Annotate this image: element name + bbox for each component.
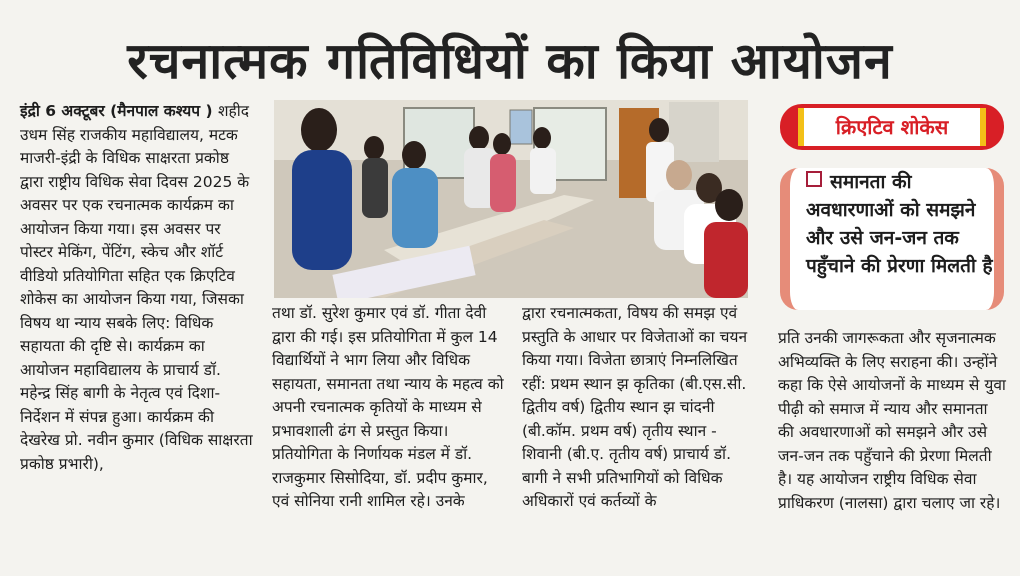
pull-quote-box (780, 168, 1004, 310)
event-photo-illustration (274, 100, 748, 298)
section-kicker-label: क्रिएटिव शोकेस (798, 108, 986, 146)
pull-quote (806, 168, 1002, 280)
article-column-3: द्वारा रचनात्मकता, विषय की समझ एवं प्रस्तुति के आधार पर विजेताओं का चयन किया गया। विजेता छात्राएं निम्नलिखित रहीं: प्रथम स्थान झ कृतिका (बी.एस.सी. द्वितीय वर्ष) द्वितीय स्थान झ चांदनी (बी.कॉम. प्रथम वर्ष) तृतीय स्थान - शिवानी (बी.ए. तृतीय वर्ष) प्राचार्य डॉ. बागी ने सभी प्रतिभागियों को विधिक अधिकारों एवं कर्तव्यों के (522, 304, 748, 510)
article-text-1: शहीद उधम सिंह राजकीय महाविद्यालय, मटक माजरी-इंद्री के विधिक साक्षरता प्रकोष्ठ द्वारा राष्ट्रीय विधिक सेवा दिवस 2025 के अवसर पर एक रचनात्मक कार्यक्रम का आयोजन किया गया। इस अवसर पर पोस्टर मेकिंग, पेंटिंग, स्केच और शॉर्ट वीडियो प्रतियोगिता सहित एक क्रिएटिव शोकेस का आयोजन किया गया, जिसका विषय था न्याय सबके लिए: विधिक सहायता की दृष्टि से। कार्यक्रम का आयोजन महाविद्यालय के प्राचार्य डॉ. महेन्द्र सिंह बागी के नेतृत्व एवं दिशा-निर्देशन में संपन्न हुआ। कार्यक्रम की देखरेख प्रो. नवीन कुमार (विधिक साक्षरता प्रकोष्ठ प्रभारी), (20, 102, 253, 473)
article-column-1 (20, 100, 255, 476)
pull-quote-text: समानता की अवधारणाओं को समझने और उसे जन-जन तक पहुँचाने की प्रेरणा मिलती है (806, 171, 993, 277)
headline: रचनात्मक गतिविधियों का किया आयोजन (127, 32, 893, 90)
event-photo (274, 100, 748, 298)
article-column-2: तथा डॉ. सुरेश कुमार एवं डॉ. गीता देवी द्वारा की गई। इस प्रतियोगिता में कुल 14 विद्यार्थियों ने भाग लिया और विधिक सहायता, समानता तथा न्याय के महत्व को अपनी रचनात्मक कृतियों के माध्यम से प्रभावशाली ढंग से प्रस्तुत किया। प्रतियोगिता के निर्णायक मंडल में डॉ. राजकुमार सिसोदिया, डॉ. प्रदीप कुमार, एवं सोनिया रानी शामिल रहे। उनके (272, 304, 504, 510)
article-column-4: प्रति उनकी जागरूकता और सृजनात्मक अभिव्यक्ति के लिए सराहना की। उन्होंने कहा कि ऐसे आयोजनों के माध्यम से युवा पीढ़ी को समाज में न्याय और समानता की अवधारणाओं को समझने और उसे जन-जन तक पहुँचाने की प्रेरणा मिलती है। यह आयोजन राष्ट्रीय विधिक सेवा प्राधिकरण (नालसा) द्वारा चलाए जा रहे। (778, 329, 1006, 512)
square-bullet-icon (806, 171, 822, 187)
dateline: इंद्री 6 अक्टूबर (मैनपाल कश्यप ) (20, 102, 218, 120)
section-kicker (780, 104, 1004, 150)
